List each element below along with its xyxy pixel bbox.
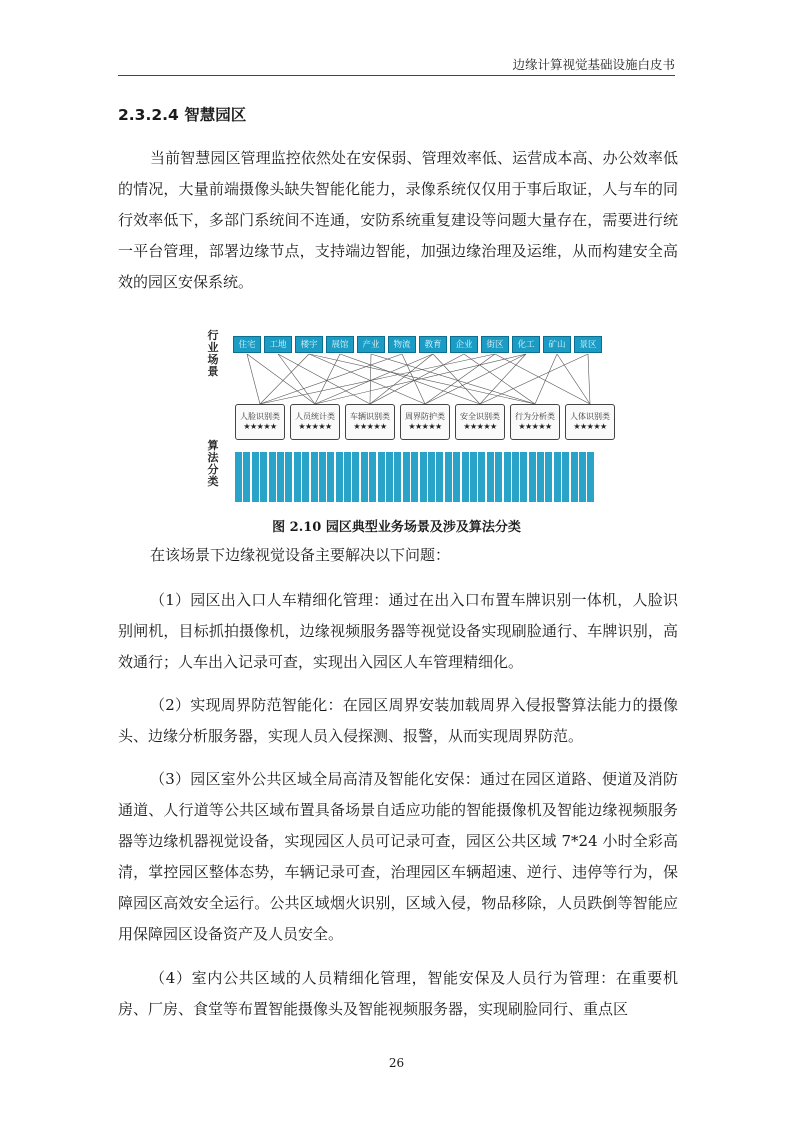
figure-caption: 图 2.10 园区典型业务场景及涉及算法分类 — [272, 520, 521, 535]
scene-box: 企业 — [450, 336, 478, 353]
algorithm-strip — [495, 452, 502, 502]
algorithm-name: 车辆识别类 — [350, 412, 390, 421]
scene-box: 工地 — [264, 336, 292, 353]
algorithm-box — [400, 404, 450, 440]
algorithm-strip — [436, 452, 443, 502]
algorithm-strip — [260, 452, 267, 502]
problem-item: （4）室内公共区域的人员精细化管理，智能安保及人员行为管理：在重要机房、厂房、食堂等布置智能摄像头及智能视频服务器，实现刷脸同行、重点区 — [118, 969, 678, 1018]
algorithm-strip — [470, 452, 477, 502]
connector-line — [464, 354, 535, 404]
algorithm-strip — [294, 452, 301, 502]
side-label-scenes: 行业场景 — [207, 329, 219, 378]
algorithm-stars: ★★★★★ — [518, 422, 552, 431]
scene-algorithm-figure — [205, 322, 625, 512]
problem-item: （1）园区出入口人车精细化管理：通过在出入口布置车牌识别一体机，人脸识别闸机，目标抓拍摄像机，边缘视频服务器等视觉设备实现刷脸通行、车牌识别，高效通行；人车出入记录可查，实现出入园区人车管理精细化。 — [118, 591, 678, 671]
connector-line — [247, 354, 260, 404]
scene-row — [233, 336, 605, 353]
algorithm-box — [235, 404, 285, 440]
algorithm-strip — [285, 452, 292, 502]
connector-line — [309, 354, 425, 404]
scene-box: 物流 — [388, 336, 416, 353]
connector-line — [309, 354, 535, 404]
algorithm-stars: ★★★★★ — [573, 422, 607, 431]
connector-line — [370, 354, 464, 404]
algorithm-stars: ★★★★★ — [298, 422, 332, 431]
algorithm-strip — [252, 452, 259, 502]
algorithm-name: 周界防护类 — [405, 412, 445, 421]
algorithm-strip — [361, 452, 368, 502]
algorithm-strip — [520, 452, 527, 502]
algorithm-strip — [378, 452, 385, 502]
section-heading: 2.3.2.4 智慧园区 — [118, 106, 247, 124]
scene-box: 街区 — [481, 336, 509, 353]
algorithm-strip — [512, 452, 519, 502]
connector-line — [480, 354, 526, 404]
algorithm-strip — [302, 452, 309, 502]
algorithm-strip — [562, 452, 569, 502]
algorithm-strip — [336, 452, 343, 502]
algorithm-strip — [487, 452, 494, 502]
problem-item: （2）实现周界防范智能化：在园区周界安装加载周界入侵报警算法能力的摄像头、边缘分析服务器，实现人员入侵探测、报警，从而实现周界防范。 — [118, 696, 678, 745]
algorithm-strip — [311, 452, 318, 502]
algorithm-name: 安全识别类 — [460, 412, 500, 421]
algorithm-strip-row — [235, 452, 596, 502]
algorithm-box — [345, 404, 395, 440]
algorithm-row — [235, 404, 620, 440]
algorithm-strip — [537, 452, 544, 502]
scene-box: 楼宇 — [295, 336, 323, 353]
algorithm-strip — [352, 452, 359, 502]
algorithm-strip — [369, 452, 376, 502]
algorithm-strip — [453, 452, 460, 502]
connector-line — [315, 354, 433, 404]
algorithm-strip — [243, 452, 250, 502]
algorithm-stars: ★★★★★ — [353, 422, 387, 431]
connector-line — [588, 354, 590, 404]
connector-line — [370, 354, 371, 404]
algorithm-strip — [478, 452, 485, 502]
scene-box: 展馆 — [326, 336, 354, 353]
algorithm-box — [565, 404, 615, 440]
connector-line — [315, 354, 340, 404]
algorithm-stars: ★★★★★ — [463, 422, 497, 431]
header-title: 边缘计算视觉基础设施白皮书 — [512, 57, 675, 72]
connector-line — [370, 354, 433, 404]
algorithm-strip — [545, 452, 552, 502]
algorithm-strip — [235, 452, 242, 502]
scene-box: 化工 — [512, 336, 540, 353]
algorithm-strip — [579, 452, 586, 502]
scene-box: 住宅 — [233, 336, 261, 353]
algorithm-strip — [428, 452, 435, 502]
algorithm-name: 人脸识别类 — [240, 412, 280, 421]
algorithm-strip — [403, 452, 410, 502]
algorithm-strip — [269, 452, 276, 502]
algorithm-box — [510, 404, 560, 440]
lead-paragraph: 在该场景下边缘视觉设备主要解决以下问题： — [150, 546, 451, 564]
connector-line — [260, 354, 309, 404]
algorithm-strip — [411, 452, 418, 502]
algorithm-box — [290, 404, 340, 440]
algorithm-strip — [445, 452, 452, 502]
algorithm-strip — [386, 452, 393, 502]
algorithm-strip — [529, 452, 536, 502]
algorithm-strip — [587, 452, 594, 502]
algorithm-strip — [504, 452, 511, 502]
algorithm-strip — [327, 452, 334, 502]
connector-line — [480, 354, 588, 404]
algorithm-strip — [277, 452, 284, 502]
algorithm-strip — [319, 452, 326, 502]
algorithm-name: 人体识别类 — [570, 412, 610, 421]
problem-item: （3）园区室外公共区域全局高清及智能化安保：通过在园区道路、便道及消防通道、人行道等公共区域布置具备场景自适应功能的智能摄像机及智能边缘视频服务器等边缘机器视觉设备，实现园区人员可记录可查，园区公共区域 7*24 小时全彩高清，掌控园区整体态势，车辆记录可查，治理园区车辆超速、逆行、违停等行为，保障园区高效安全运行。公共区域烟火识别，区域入侵，物品移除，人员跌倒等智能应用保障园区设备资产及人员安全。 — [118, 770, 678, 943]
scene-box: 矿山 — [543, 336, 571, 353]
connector-line — [278, 354, 370, 404]
algorithm-strip — [420, 452, 427, 502]
page-number: 26 — [388, 1056, 405, 1070]
algorithm-name: 人员统计类 — [295, 412, 335, 421]
scene-box: 景区 — [574, 336, 602, 353]
side-label-algo: 算法分类 — [207, 439, 219, 488]
scene-box: 产业 — [357, 336, 385, 353]
algorithm-stars: ★★★★★ — [243, 422, 277, 431]
algorithm-stars: ★★★★★ — [408, 422, 442, 431]
intro-paragraph: 当前智慧园区管理监控依然处在安保弱、管理效率低、运营成本高、办公效率低的情况，大量前端摄像头缺失智能化能力，录像系统仅仅用于事后取证，人与车的同行效率低下，多部门系统间不连通，安防系统重复建设等问题大量存在，需要进行统一平台管理，部署边缘节点，支持端边智能，加强边缘治理及运维，从而构建安全高效的园区安保系统。 — [118, 149, 678, 291]
scene-box: 教育 — [419, 336, 447, 353]
algorithm-box — [455, 404, 505, 440]
connector-line — [495, 354, 590, 404]
algorithm-strip — [394, 452, 401, 502]
header-rule — [118, 75, 675, 76]
connector-line — [557, 354, 590, 404]
connector-line — [535, 354, 557, 404]
connector-line — [315, 354, 526, 404]
algorithm-name: 行为分析类 — [515, 412, 555, 421]
algorithm-strip — [344, 452, 351, 502]
algorithm-strip — [571, 452, 578, 502]
algorithm-strip — [554, 452, 561, 502]
algorithm-strip — [462, 452, 469, 502]
